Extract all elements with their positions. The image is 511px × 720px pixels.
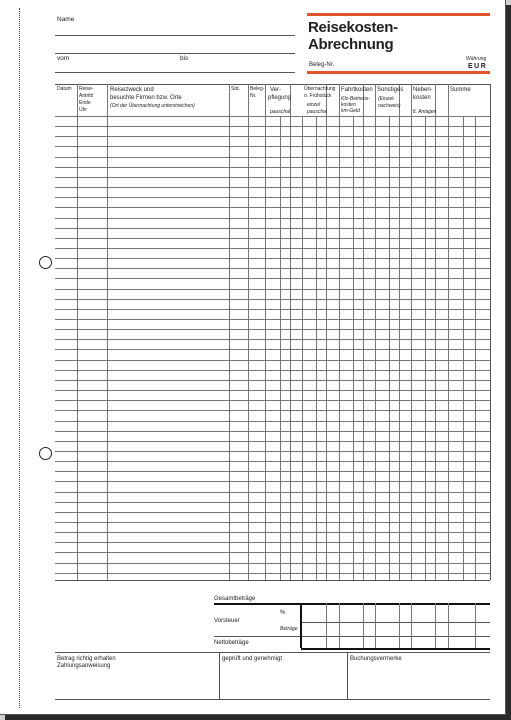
col-summe: Summe [450,87,471,93]
totals-column-line [475,603,476,648]
table-column-line [463,116,464,580]
table-column-line [229,84,230,580]
currency-code: EUR [468,63,488,70]
col-neben-1: Neben- [413,87,433,93]
col-reise-4: Uhr [79,107,88,113]
form-title-line-2: Abrechnung [308,36,394,53]
betrag-erhalten-label: Betrag richtig erhalten [57,656,116,662]
totals-left-border [300,603,302,648]
footer-bottom-border [55,699,490,700]
vom-label: vom [57,55,70,62]
name-label: Name [57,16,75,23]
col-zweck-3: (Ort der Übernachtung unterstreichen) [110,103,195,109]
table-column-line [389,116,390,580]
totals-column-line [339,603,340,648]
col-neben-3: lt. Anlagen [413,109,437,115]
col-reise-2: Antritt/ [79,93,94,99]
table-column-line [290,84,291,580]
col-ueber-4: pauschal [307,109,328,115]
col-datum: Datum [57,86,72,92]
col-ueber-1: Übernachtung [304,86,336,92]
col-sonst-3: nachweis) [378,103,401,109]
table-column-line [265,84,266,580]
table-column-line [375,84,376,580]
currency-label: Währung [466,56,487,62]
table-column-line [363,84,364,580]
nettobetraege-label: Nettobeträge [214,640,249,646]
col-zweck-1: Reisezweck und [110,87,154,93]
col-sonst-2: (Einzel- [378,96,395,102]
footer-divider-2 [347,652,348,699]
col-beleg-1: Beleg- [250,86,265,92]
vorsteuer-line[interactable] [301,622,490,623]
name-field-line-1[interactable] [55,35,295,36]
zahlungsanweisung-label: Zahlungsanweisung [57,663,111,669]
footer-divider-1 [219,652,220,699]
punch-hole-top [39,256,52,269]
table-column-line [448,84,449,580]
table-column-line [302,116,303,580]
title-accent-bar-bottom [307,71,490,74]
table-column-line [77,84,78,580]
col-ueber-3: einzel [307,102,321,108]
geprueft-label: geprüft und genehmigt [222,656,283,662]
beleg-nr-label: Beleg-Nr. [309,62,335,68]
gesamtbetraege-label: Gesamtbeträge [214,596,256,602]
col-fahrt-2: Kfz-Betriebs- [341,96,370,102]
name-field-line-2[interactable] [55,53,295,54]
col-sonst-1: Sonstiges [377,87,404,93]
table-column-line [425,116,426,580]
col-neben-2: kosten [413,95,431,101]
col-std: Std. [231,86,240,92]
col-beleg-2: Nr. [250,93,257,99]
col-reise-1: Reise- [79,86,94,92]
vorsteuer-label: Vorsteuer [214,618,240,624]
totals-column-line [411,603,412,648]
col-verpf-2: pflegung [268,95,292,101]
table-column-line [435,84,436,580]
table-right-border [490,84,491,580]
table-column-line [411,84,412,580]
totals-column-line [326,603,327,648]
col-fahrt-4: km-Geld [341,108,360,114]
form-title-line-1: Reisekosten- [308,19,398,36]
table-column-line [316,116,317,580]
date-range-line[interactable] [55,72,295,73]
title-accent-bar-top [307,13,490,16]
col-fahrt-1: Fahrtkosten [341,87,373,93]
bis-label: bis [180,55,189,62]
totals-column-line [363,603,364,648]
netto-underline [301,648,490,650]
percent-label: % [280,610,286,616]
table-column-line [339,84,340,580]
totals-column-line [435,603,436,648]
footer-top-border [55,652,490,653]
col-verpf-1: Ver- [270,87,282,93]
col-ueber-2: o. Frühstück [304,93,332,99]
table-top-border [55,84,490,85]
table-column-line [399,84,400,580]
punch-hole-bottom [39,447,52,460]
col-verpf-3: pauschal [270,109,291,115]
table-column-line [280,116,281,580]
col-zweck-2: besuchte Firmen bzw. Orte [110,95,182,101]
perforation-line [19,8,20,708]
totals-column-line [375,603,376,648]
col-fahrt-3: kosten [341,102,356,108]
totals-column-line [399,603,400,648]
table-column-line [353,116,354,580]
betraege-label: Beträge [280,626,298,632]
table-column-line [326,84,327,580]
table-bottom-border [55,580,490,581]
table-column-line [107,84,108,580]
table-column-line [248,84,249,580]
col-reise-3: Ende [79,100,91,106]
table-column-line [475,116,476,580]
buchungsvermerke-label: Buchungsvermerke [350,656,402,662]
totals-column-line [448,603,449,648]
